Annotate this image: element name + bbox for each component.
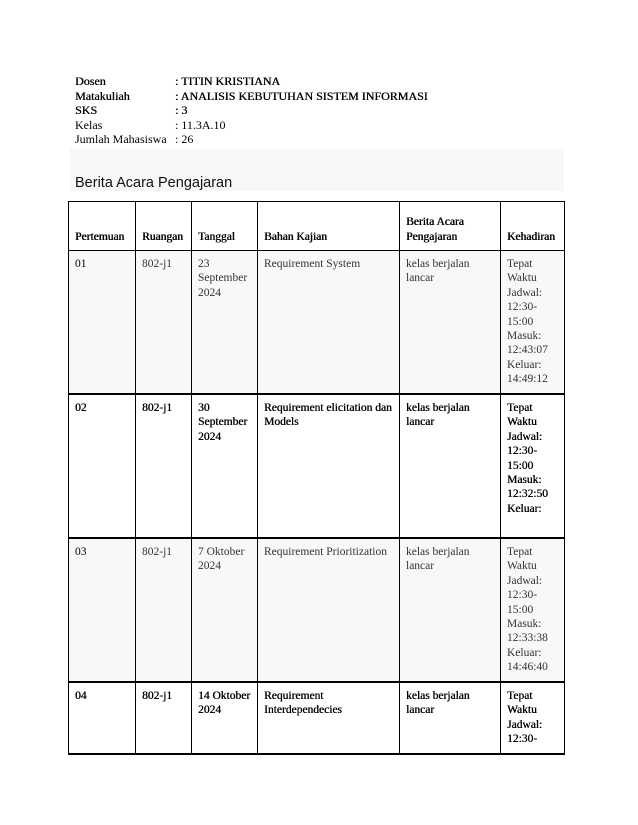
cell-kehadiran: Tepat Waktu Jadwal: 12:30- — [501, 682, 565, 754]
table-header-row — [69, 202, 565, 251]
cell-bahan: Requirement Prioritization — [258, 538, 400, 682]
cell-ruangan: 802-j1 — [136, 251, 192, 395]
cell-ruangan: 802-j1 — [136, 394, 192, 538]
header-bahan-kajian: Bahan Kajian — [258, 202, 400, 251]
info-row-kelas — [75, 118, 428, 133]
info-row-dosen — [75, 74, 428, 89]
cell-pertemuan: 01 — [69, 251, 136, 395]
header-berita-acara: Berita Acara Pengajaran — [400, 202, 501, 251]
header-ruangan: Ruangan — [136, 202, 192, 251]
cell-berita: kelas berjalan lancar — [400, 682, 501, 754]
info-row-sks — [75, 103, 428, 118]
cell-pertemuan: 02 — [69, 394, 136, 538]
cell-tanggal: 30 September 2024 — [192, 394, 258, 538]
course-info — [75, 74, 428, 147]
cell-pertemuan: 04 — [69, 682, 136, 754]
cell-tanggal: 14 Oktober 2024 — [192, 682, 258, 754]
cell-bahan: Requirement System — [258, 251, 400, 395]
cell-kehadiran: Tepat Waktu Jadwal: 12:30-15:00 Masuk: 12:32:50 Keluar: — [501, 394, 565, 538]
header-kehadiran: Kehadiran — [501, 202, 565, 251]
info-label: Matakuliah — [75, 88, 130, 103]
cell-pertemuan: 03 — [69, 538, 136, 682]
cell-berita: kelas berjalan lancar — [400, 251, 501, 395]
cell-bahan: Requirement Interdependecies — [258, 682, 400, 754]
info-value: : ANALISIS KEBUTUHAN SISTEM INFORMASI — [175, 88, 428, 103]
info-value: : TITIN KRISTIANA — [175, 74, 281, 88]
cell-ruangan: 802-j1 — [136, 682, 192, 754]
cell-kehadiran: Tepat Waktu Jadwal: 12:30-15:00 Masuk: 12:43:07 Keluar: 14:49:12 — [501, 251, 565, 395]
info-row-matakuliah — [75, 89, 428, 104]
info-value: : 11.3A.10 — [175, 117, 226, 132]
info-label: Kelas — [75, 117, 103, 132]
cell-bahan: Requirement elicitation dan Models — [258, 394, 400, 538]
table-row — [69, 251, 565, 395]
header-pertemuan: Pertemuan — [69, 202, 136, 251]
info-value: : 26 — [175, 132, 194, 147]
table-row — [69, 538, 565, 682]
info-label: SKS — [75, 103, 98, 118]
cell-tanggal: 7 Oktober 2024 — [192, 538, 258, 682]
info-label: Jumlah Mahasiswa — [75, 132, 167, 147]
cell-berita: kelas berjalan lancar — [400, 394, 501, 538]
cell-ruangan: 802-j1 — [136, 538, 192, 682]
cell-tanggal: 23 September 2024 — [192, 251, 258, 395]
header-tanggal: Tanggal — [192, 202, 258, 251]
table-row — [69, 682, 565, 754]
attendance-table — [68, 201, 565, 755]
info-value: : 3 — [175, 103, 188, 118]
cell-berita: kelas berjalan lancar — [400, 538, 501, 682]
info-label: Dosen — [75, 74, 106, 88]
info-row-jumlah-mahasiswa — [75, 132, 428, 147]
table-row — [69, 394, 565, 538]
cell-kehadiran: Tepat Waktu Jadwal: 12:30-15:00 Masuk: 12:33:38 Keluar: 14:46:40 — [501, 538, 565, 682]
section-title: Berita Acara Pengajaran — [75, 175, 233, 191]
